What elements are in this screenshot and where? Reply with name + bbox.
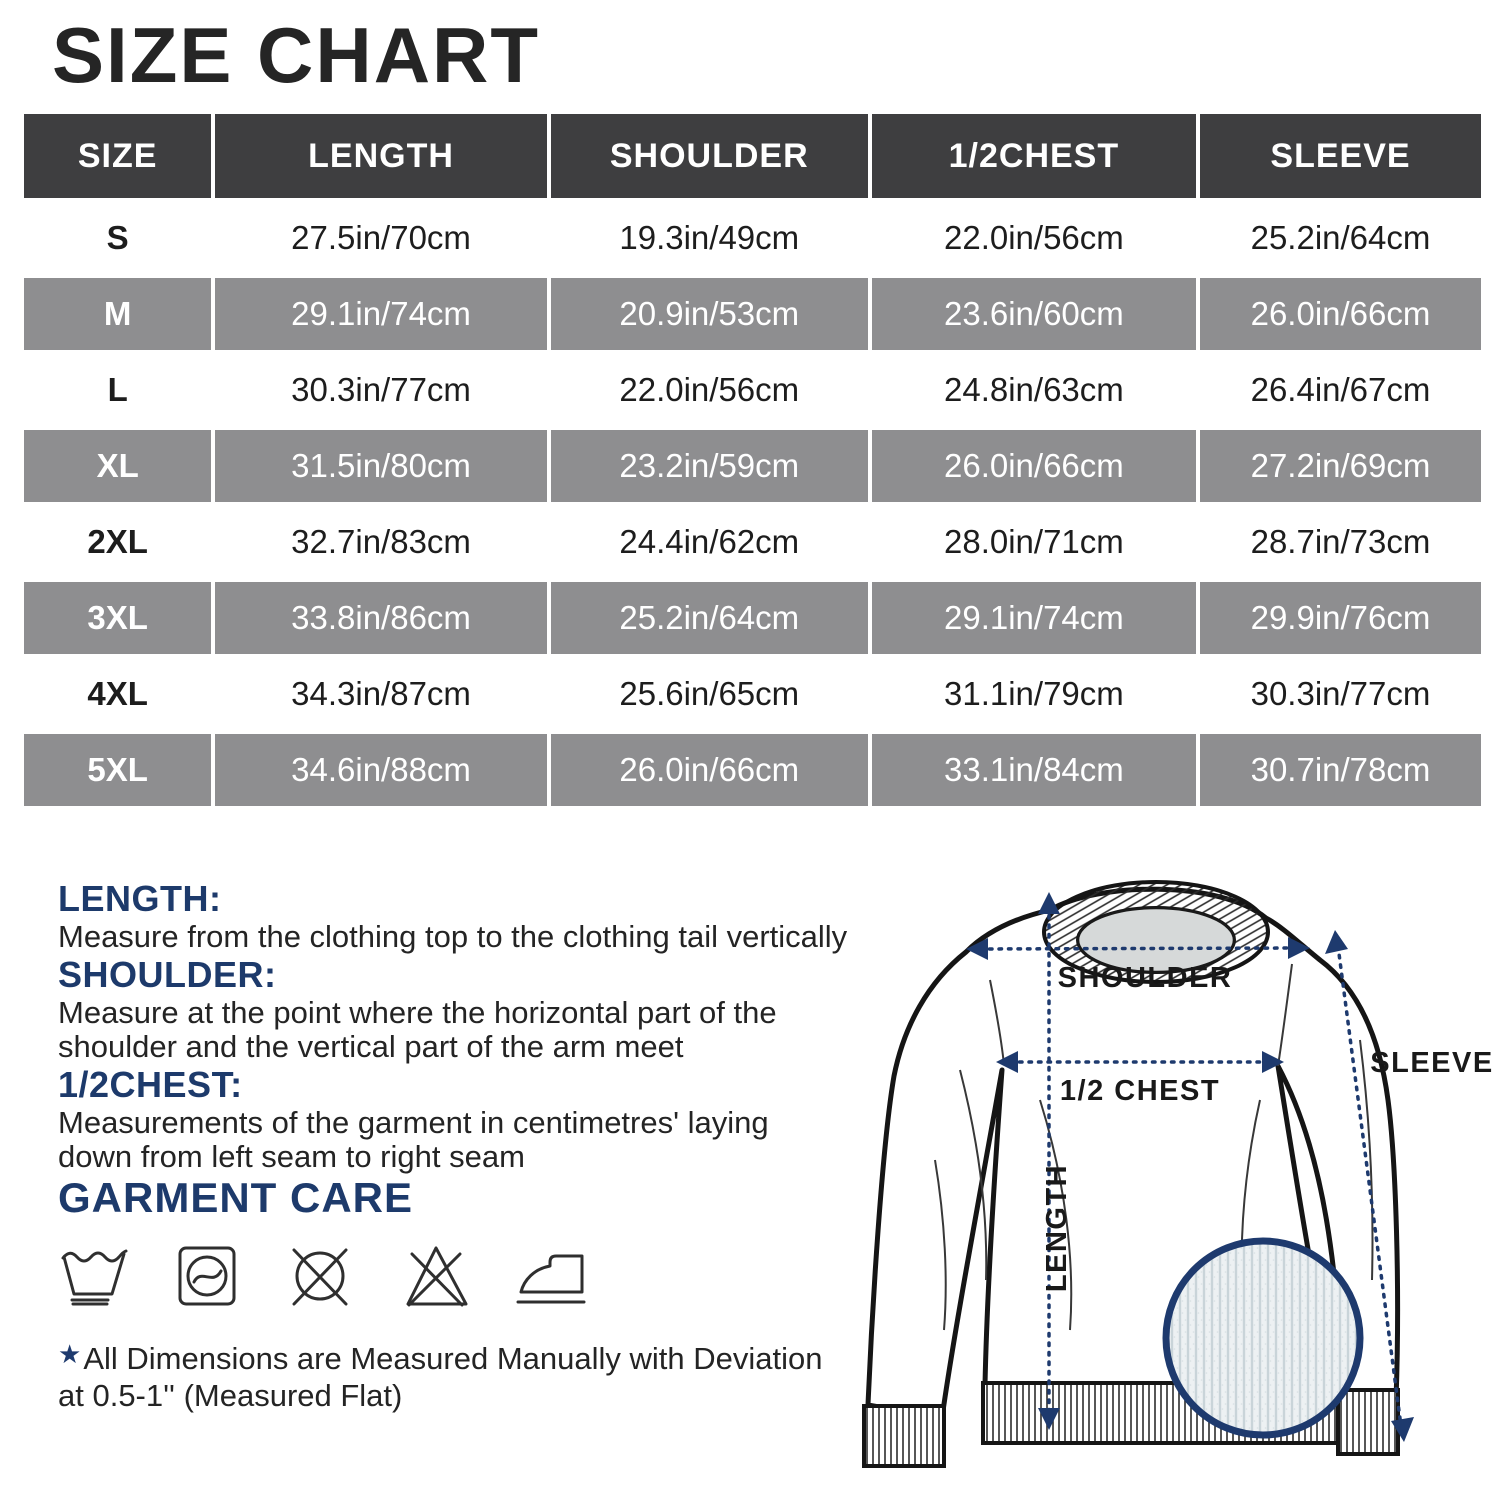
length-value: 34.3in/87cm — [291, 675, 471, 712]
half-chest-value: 31.1in/79cm — [943, 675, 1124, 712]
size-label: 4XL — [87, 675, 148, 712]
table-row — [24, 202, 1481, 274]
shoulder-value: 25.6in/65cm — [619, 675, 800, 712]
star-icon: ★ — [58, 1339, 82, 1369]
page-title: SIZE CHART — [52, 11, 540, 99]
shoulder-value: 25.2in/64cm — [551, 582, 868, 654]
length-value: 27.5in/70cm — [291, 219, 471, 256]
shoulder-value: 24.4in/62cm — [619, 523, 800, 560]
half-chest-value: 29.1in/74cm — [872, 582, 1196, 654]
care-icons-row — [58, 1242, 968, 1308]
half-chest-value: 23.6in/60cm — [872, 278, 1196, 350]
shoulder-value: 26.0in/66cm — [551, 734, 868, 806]
measurement-definitions — [58, 878, 968, 1414]
size-label: S — [106, 219, 129, 256]
length-value: 34.6in/88cm — [215, 734, 546, 806]
iron-icon — [516, 1242, 590, 1308]
length-value: 29.1in/74cm — [215, 278, 546, 350]
length-value: 30.3in/77cm — [291, 371, 471, 408]
length-definition-term: LENGTH: — [58, 878, 222, 919]
size-label: 3XL — [24, 582, 211, 654]
shoulder-definition-term: SHOULDER: — [58, 954, 277, 995]
column-header-half-chest: 1/2CHEST — [872, 114, 1196, 198]
half-chest-definition-term: 1/2CHEST: — [58, 1064, 243, 1105]
table-row — [24, 278, 1481, 350]
table-row — [24, 582, 1481, 654]
fabric-detail-circle — [1166, 1241, 1360, 1435]
size-label: M — [24, 278, 211, 350]
garment-care-heading: GARMENT CARE — [58, 1174, 413, 1221]
table-row — [24, 658, 1481, 730]
table-row — [24, 734, 1481, 806]
shoulder-value: 23.2in/59cm — [551, 430, 868, 502]
sleeve-value: 26.4in/67cm — [1250, 371, 1431, 408]
shoulder-value: 20.9in/53cm — [551, 278, 868, 350]
table-row — [24, 354, 1481, 426]
half-chest-value: 26.0in/66cm — [872, 430, 1196, 502]
column-header-length: LENGTH — [215, 114, 546, 198]
sleeve-value: 26.0in/66cm — [1200, 278, 1481, 350]
diagram-length-label: LENGTH — [1041, 1163, 1073, 1293]
sleeve-value: 29.9in/76cm — [1200, 582, 1481, 654]
column-header-shoulder: SHOULDER — [551, 114, 868, 198]
length-value: 32.7in/83cm — [291, 523, 471, 560]
shoulder-value: 22.0in/56cm — [619, 371, 800, 408]
half-chest-value: 22.0in/56cm — [943, 219, 1124, 256]
hand-wash-icon — [58, 1242, 130, 1308]
sleeve-value: 27.2in/69cm — [1200, 430, 1481, 502]
disclaimer-text: All Dimensions are Measured Manually with Deviation at 0.5-1'' (Measured Flat) — [58, 1341, 823, 1413]
column-header-sleeve: SLEEVE — [1200, 114, 1481, 198]
table-header-row — [24, 114, 1481, 198]
shoulder-value: 19.3in/49cm — [619, 219, 800, 256]
half-chest-value: 28.0in/71cm — [943, 523, 1124, 560]
length-value: 31.5in/80cm — [215, 430, 546, 502]
do-not-bleach-icon — [400, 1242, 472, 1308]
size-label: 2XL — [87, 523, 148, 560]
tumble-dry-icon — [174, 1242, 240, 1308]
half-chest-definition-text: Measurements of the garment in centimetres' laying down from left seam to right seam — [58, 1105, 769, 1174]
length-value: 33.8in/86cm — [215, 582, 546, 654]
diagram-shoulder-label: SHOULDER — [1057, 962, 1233, 994]
column-header-size: SIZE — [24, 114, 211, 198]
sleeve-value: 30.7in/78cm — [1200, 734, 1481, 806]
half-chest-value: 33.1in/84cm — [872, 734, 1196, 806]
size-label: 5XL — [24, 734, 211, 806]
measurement-disclaimer — [58, 1336, 848, 1414]
size-chart-table — [20, 110, 1485, 810]
size-label: L — [107, 371, 128, 408]
do-not-dry-clean-icon — [284, 1242, 356, 1308]
shoulder-definition-text: Measure at the point where the horizontal part of the shoulder and the vertical part of the arm meet — [58, 995, 777, 1064]
half-chest-value: 24.8in/63cm — [943, 371, 1124, 408]
sleeve-value: 30.3in/77cm — [1250, 675, 1431, 712]
table-row — [24, 430, 1481, 502]
length-definition-text: Measure from the clothing top to the clothing tail vertically — [58, 919, 848, 954]
diagram-sleeve-label: SLEEVE — [1370, 1047, 1494, 1079]
diagram-half-chest-label: 1/2 CHEST — [1059, 1075, 1221, 1107]
sleeve-value: 28.7in/73cm — [1250, 523, 1431, 560]
size-label: XL — [24, 430, 211, 502]
table-row — [24, 506, 1481, 578]
sweater-measurement-diagram — [840, 860, 1500, 1500]
sleeve-value: 25.2in/64cm — [1250, 219, 1431, 256]
